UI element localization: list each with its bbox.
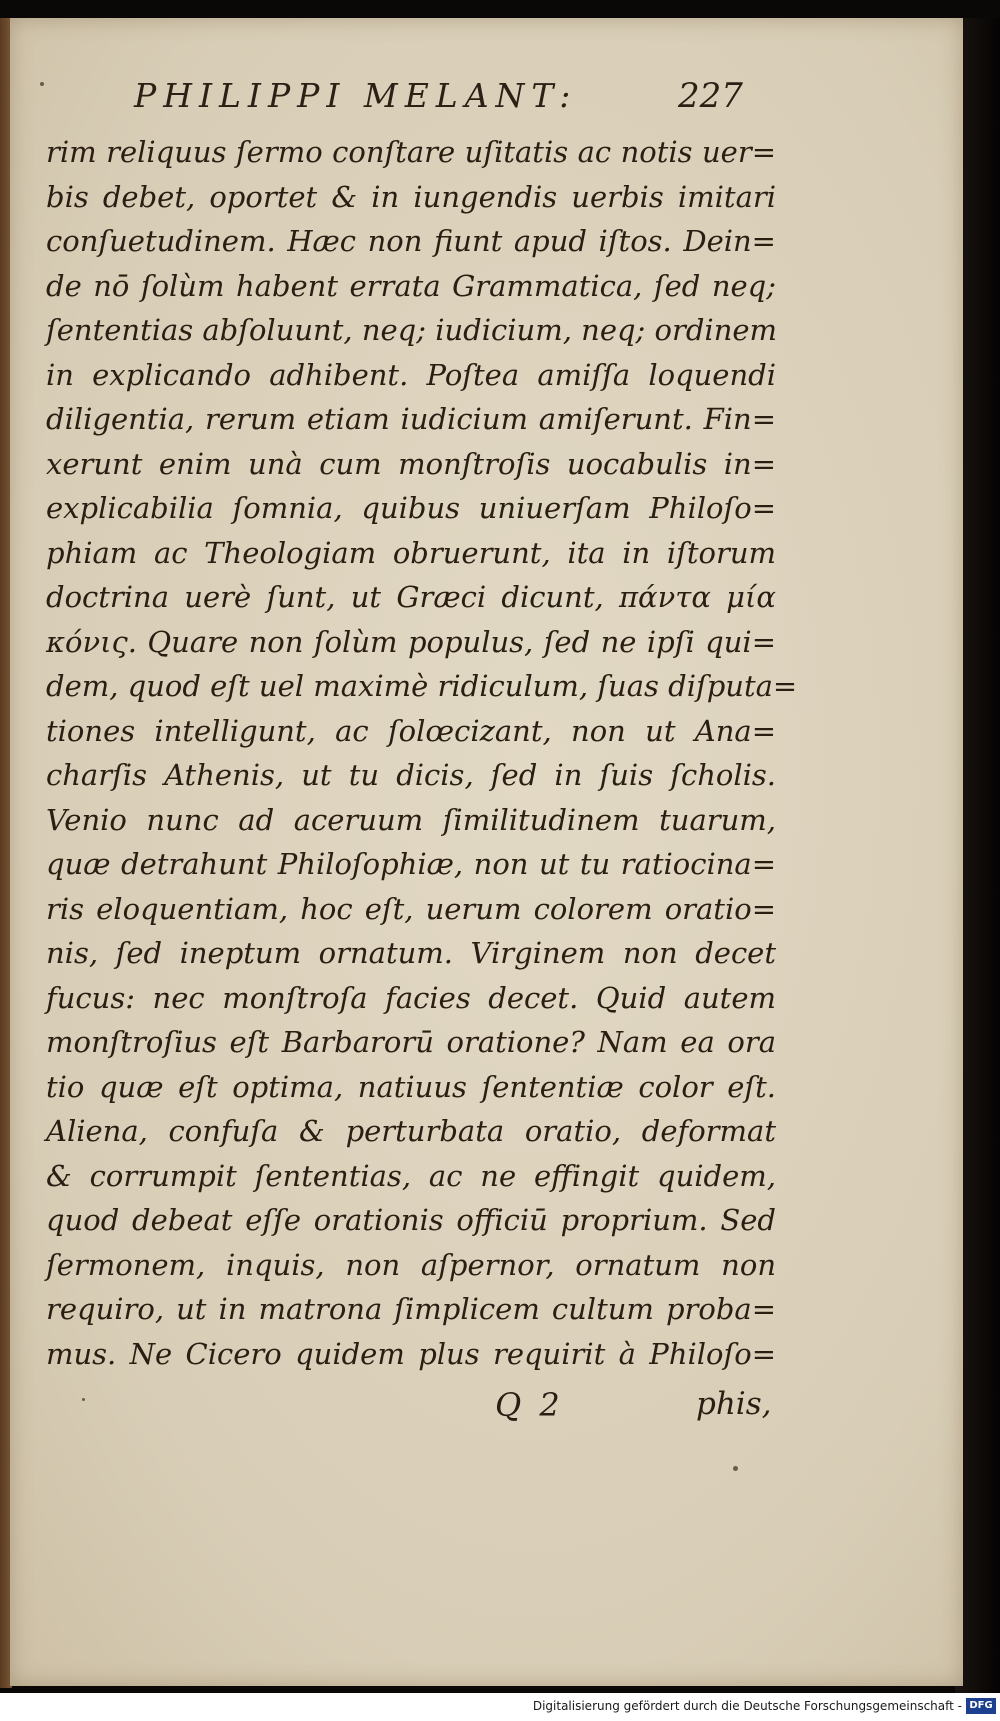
text-line: Venio nunc ad aceruum ſimilitudinem tuarum, — [46, 802, 776, 837]
text-line: Aliena, confuſa & perturbata oratio, deformat — [46, 1114, 776, 1148]
text-line: ſermonem, inquis, non aſpernor, ornatum non — [46, 1247, 776, 1282]
text-line: ſententias abſoluunt, neq; iudicium, neq; ordinem — [46, 313, 778, 347]
text-line: nis, ſed ineptum ornatum. Virginem non decet — [46, 936, 776, 970]
digitization-footer-bar — [0, 1693, 1000, 1721]
text-line: phiam ac Theologiam obruerunt, ita in iſtorum — [46, 535, 776, 570]
text-line: κόνις. Quare non ſolùm populus, ſed ne ipſi qui= — [46, 624, 776, 659]
text-line: fucus: nec monſtroſa facies decet. Quid autem — [46, 980, 776, 1015]
text-line: tio quæ eſt optima, natiuus ſententiæ color eſt. — [46, 1069, 776, 1104]
text-line: quod debeat eſſe orationis officiū proprium. Sed — [46, 1203, 776, 1237]
text-line: requiro, ut in matrona ſimplicem cultum proba= — [46, 1292, 776, 1326]
text-line: explicabilia ſomnia, quibus uniuerſam Philoſo= — [46, 491, 776, 525]
page-number: 227 — [678, 76, 743, 116]
text-line: doctrina uerè ſunt, ut Græci dicunt, πάντα μία — [46, 580, 776, 614]
page-header — [10, 66, 963, 126]
paper-speck — [82, 1398, 85, 1401]
text-line: monſtroſius eſt Barbarorū oratione? Nam ea ora — [46, 1025, 776, 1059]
text-line: charſis Athenis, ut tu dicis, ſed in ſuis ſcholis. — [46, 758, 776, 792]
paper-speck — [40, 82, 44, 86]
text-line: in explicando adhibent. Poſtea amiſſa loquendi — [46, 357, 776, 392]
dfg-logo: DFG — [966, 1698, 996, 1714]
running-head: PHILIPPI MELANT: — [134, 76, 578, 115]
body-text — [46, 130, 798, 1376]
signature-mark: Q 2 — [495, 1386, 564, 1424]
text-line: conſuetudinem. Hæc non fiunt apud iſtos. Dein= — [46, 224, 776, 258]
text-line: rim reliquus ſermo conſtare uſitatis ac notis uer= — [46, 135, 776, 169]
text-line: dem, quod eſt uel maximè ridiculum, ſuas diſputa= — [46, 669, 798, 703]
text-line: bis debet, oportet & in iungendis uerbis imitari — [46, 179, 776, 214]
text-line: quæ detrahunt Philoſophiæ, non ut tu ratiocina= — [46, 847, 776, 881]
paper-speck — [733, 1466, 738, 1471]
text-line: & corrumpit ſententias, ac ne effingit quidem, — [46, 1158, 776, 1193]
text-line: xerunt enim unà cum monſtroſis uocabulis in= — [46, 446, 776, 481]
funding-credit: Digitalisierung gefördert durch die Deutsche Forschungsgemeinschaft - — [532, 1699, 962, 1713]
text-line: ris eloquentiam, hoc eſt, uerum colorem oratio= — [46, 891, 776, 926]
text-line: diligentia, rerum etiam iudicium amiſerunt. Fin= — [46, 402, 776, 436]
text-line: de nō ſolùm habent errata Grammatica, ſed neq; — [46, 268, 776, 303]
text-line: mus. Ne Cicero quidem plus requirit à Philoſo= — [46, 1336, 776, 1371]
text-line: tiones intelligunt, ac ſolœcizant, non ut Ana= — [46, 713, 776, 748]
catchword: phis, — [696, 1386, 772, 1422]
page-footer — [10, 1386, 963, 1436]
book-page — [10, 18, 963, 1686]
